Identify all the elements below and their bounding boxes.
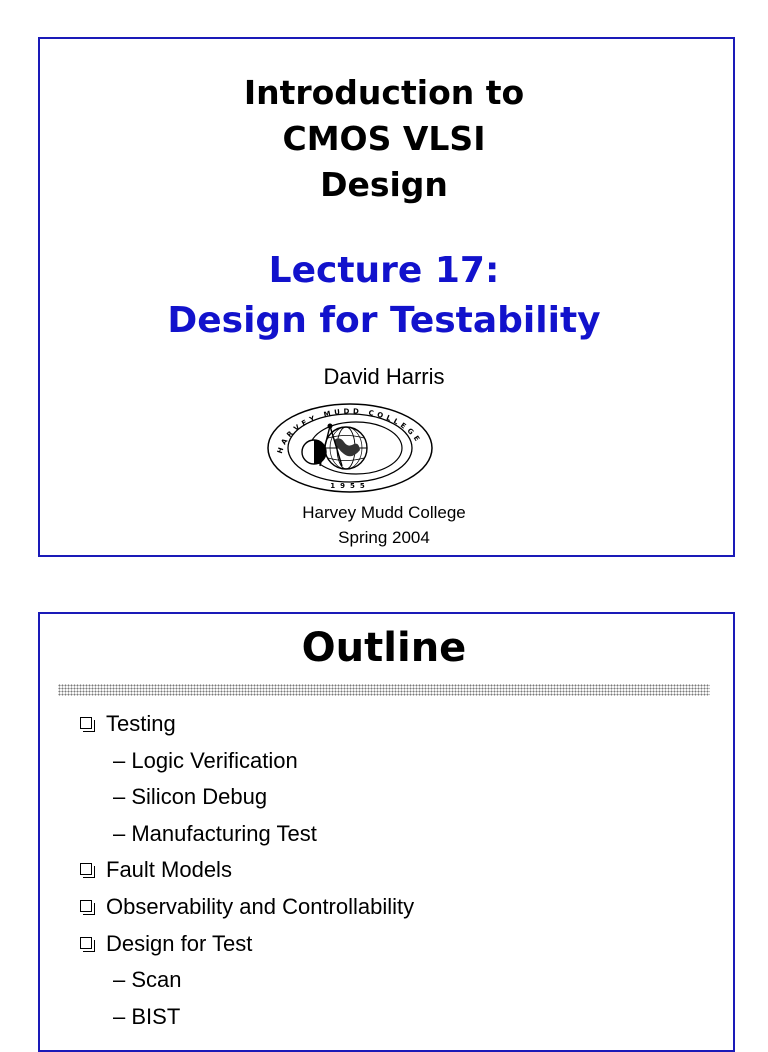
outline-list [78,706,698,1035]
outline-subitem-text: BIST [131,1003,181,1029]
course-title [0,70,768,208]
checkbox-bullet-icon [80,937,92,949]
checkbox-bullet-icon [80,863,92,875]
seal-arc-text: HARVEY MUDD COLLEGE [275,407,423,455]
dash-bullet: – [113,784,132,810]
outline-subitem-text: Scan [131,967,182,993]
outline-title: Outline [301,625,467,671]
title-divider-hatch [58,684,710,696]
term-label: Spring 2004 [338,528,430,547]
course-title-line: Introduction to [243,73,525,112]
lecture-title-line: Lecture 17: [268,250,500,291]
lecture-title [0,246,768,346]
outline-item-text: Fault Models [106,857,232,883]
checkbox-bullet-icon [80,717,92,729]
outline-item [78,706,698,743]
outline-item [78,889,698,926]
institution-block [0,500,768,550]
course-title-line: Design [320,165,448,204]
college-seal-logo [264,396,436,496]
seal-year-text: 1955 [330,482,370,490]
dash-bullet: – [113,1003,132,1029]
outline-subitem [78,779,698,816]
outline-subitem [78,816,698,853]
outline-subitem-text: Logic Verification [131,747,298,773]
outline-item-text: Design for Test [106,930,253,956]
outline-subitem [78,999,698,1036]
author-name: David Harris [323,364,445,389]
checkbox-bullet-icon [80,900,92,912]
lecture-title-line: Design for Testability [167,300,601,341]
outline-subitem [78,743,698,780]
course-title-line: CMOS VLSI [282,119,486,158]
outline-item [78,852,698,889]
outline-subitem [78,962,698,999]
dash-bullet: – [113,747,132,773]
institution-name: Harvey Mudd College [302,503,466,522]
dash-bullet: – [113,967,132,993]
outline-item-text: Observability and Controllability [106,893,415,919]
dash-bullet: – [113,820,132,846]
outline-subitem-text: Silicon Debug [131,784,268,810]
outline-item-text: Testing [106,711,176,736]
outline-subitem-text: Manufacturing Test [131,820,317,846]
outline-item [78,926,698,963]
